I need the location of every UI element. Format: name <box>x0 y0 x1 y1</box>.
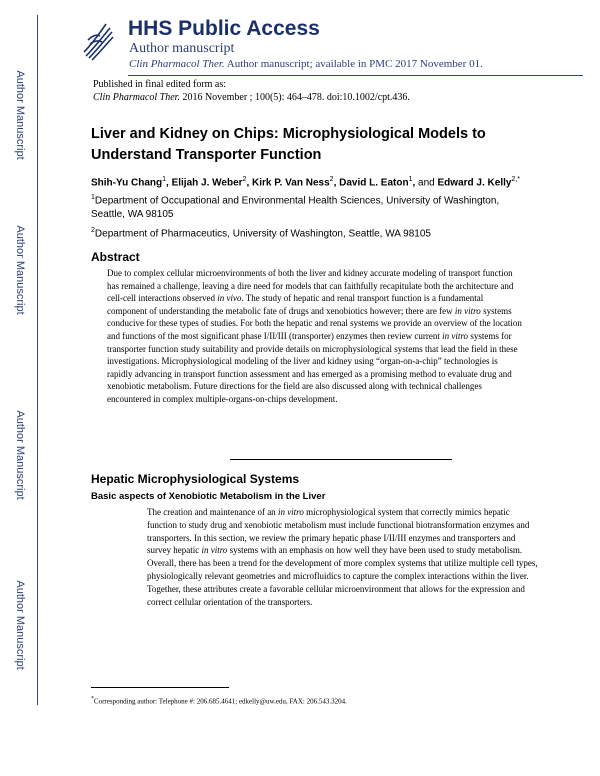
abstract-heading: Abstract <box>91 250 140 264</box>
header-rule <box>128 75 583 76</box>
header-journal: Clin Pharmacol Ther. Author manuscript; available in PMC 2017 November 01. <box>129 58 483 70</box>
footnote: *Corresponding author: Telephone #: 206.685.4641; edkelly@uw.edu, FAX: 206.543.3204. <box>91 696 347 706</box>
header-subtitle: Author manuscript <box>129 41 235 56</box>
author-list: Shih-Yu Chang$^1$, Elijah J. Weber$^2$, Kirk P. Van Ness$^2$, David L. Eaton$^1$, and Edward J. Kelly$^{2,*}$ <box>91 176 520 189</box>
affiliation: $^1$Department of Occupational and Environmental Health Sciences, University of Washington, Seattle, WA 98105 <box>91 194 500 221</box>
hhs-logo-icon <box>80 18 116 62</box>
sidebar-label: Author Manuscript <box>14 70 26 160</box>
section-heading: Hepatic Microphysiological Systems <box>91 472 300 486</box>
body-paragraph: The creation and maintenance of an in vitro microphysiological system that correctly mimics hepatic function to study drug and xenobiotic metabolism must include functional biotransformation enzymes and transporters. In this section, we review the primary hepatic phase I/II/III enzymes and transporters and survey hepatic in vitro systems with an emphasis on how well they have been used to study metabolism. Overall, there has been a trend for the development of more complex systems that utilize multiple cell types, physiologically relevant geometries and microfluidics to capture the complex interactions within the liver. Together, these attributes create a favorable cellular microenvironment that allows for the expression and correct cellular orientation of the transporters. <box>147 507 538 607</box>
sidebar-label: Author Manuscript <box>14 225 26 315</box>
header-title: HHS Public Access <box>128 17 320 40</box>
paper-title: Liver and Kidney on Chips: Microphysiological Models to Understand Transporter Function <box>91 126 486 163</box>
abstract-divider <box>230 459 452 460</box>
affiliation: $^2$Department of Pharmaceutics, University of Washington, Seattle, WA 98105 <box>91 227 431 240</box>
footnote-rule <box>91 687 229 688</box>
sidebar-label: Author Manuscript <box>14 410 26 500</box>
subsection-heading: Basic aspects of Xenobiotic Metabolism in the Liver <box>91 491 326 502</box>
sidebar-label: Author Manuscript <box>14 580 26 670</box>
abstract-text: Due to complex cellular microenvironments of both the liver and kidney accurate modeling of transport function has remained a challenge, leaving a dire need for models that can faithfully recapitulate both the architecture and cell-cell interactions observed in vivo. The study of hepatic and renal transport function is a fundamental component of understanding the metabolic fate of drugs and xenobiotics however; there are few in vitro systems conducive for these types of studies. For both the hepatic and renal systems we provide an overview of the location and functions of the most significant phase I/II/III (transporter) enzymes then review current in vitro systems for transporter function study suitability and provide details on microphysiological systems that lead the field in these investigations. Microphysiological modeling of the liver and kidney using “organ-on-a-chip” technologies is rapidly advancing in transport function assessment and has emerged as a promising method to evaluate drug and xenobiotic metabolism. Future directions for the field are also discussed along with technical challenges encountered in complex multiple-organs-on-chips development. <box>107 268 522 404</box>
publication-citation: Clin Pharmacol Ther. 2016 November ; 100(5): 464–478. doi:10.1002/cpt.436. <box>93 92 410 103</box>
publication-note: Published in final edited form as: <box>93 79 227 90</box>
